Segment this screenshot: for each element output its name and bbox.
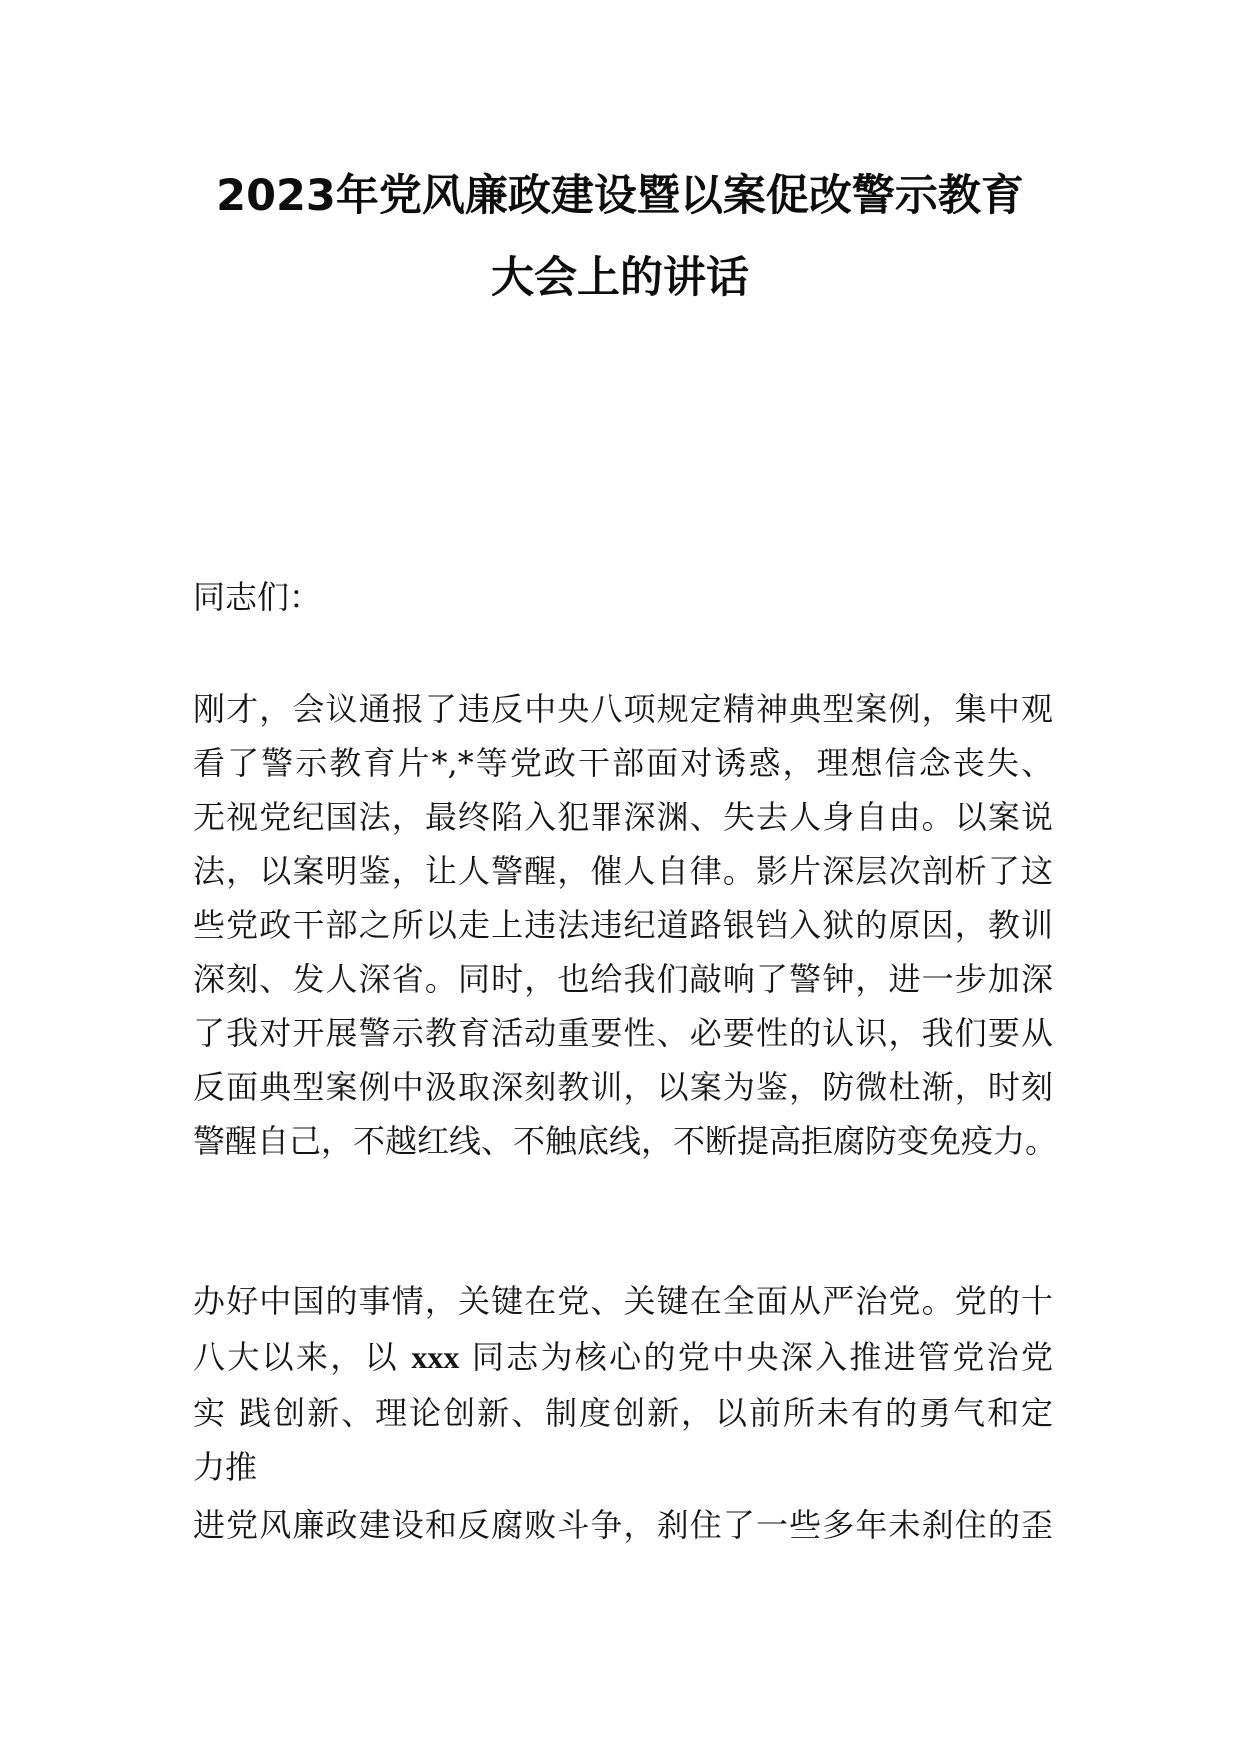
paragraph-1-line: 看了警示教育片*,*等党政干部面对诱惑，理想信念丧失、 bbox=[193, 744, 1053, 782]
paragraph-2-text: 同志为核心的党中央深入推进管党治党 bbox=[459, 1338, 1053, 1376]
paragraph-2-line: 力推 bbox=[193, 1448, 258, 1486]
paragraph-1-line: 些党政干部之所以走上违法违纪道路银铛入狱的原因，教训 bbox=[193, 906, 1053, 944]
paragraph-1-line: 警醒自己，不越红线、不触底线，不断提高拒腐防变免疫力。 bbox=[193, 1122, 1058, 1160]
paragraph-1-line: 反面典型案例中汲取深刻教训，以案为鉴，防微杜渐，时刻 bbox=[193, 1068, 1053, 1106]
paragraph-1-line: 刚才，会议通报了违反中央八项规定精神典型案例，集中观 bbox=[193, 690, 1053, 728]
redacted-name: xxx bbox=[411, 1339, 460, 1375]
paragraph-2-line: 实 践创新、理论创新、制度创新，以前所未有的勇气和定 bbox=[193, 1394, 1053, 1432]
paragraph-2-line: 进党风廉政建设和反腐败斗争，刹住了一些多年未刹住的歪 bbox=[193, 1506, 1053, 1544]
document-title-line-2: 大会上的讲话 bbox=[491, 253, 749, 303]
paragraph-2-line: 办好中国的事情，关键在党、关键在全面从严治党。党的十 bbox=[193, 1282, 1053, 1320]
salutation: 同志们： bbox=[193, 578, 322, 616]
paragraph-2-line-with-name bbox=[193, 1330, 1053, 1384]
paragraph-1-line: 了我对开展警示教育活动重要性、必要性的认识，我们要从 bbox=[193, 1014, 1053, 1052]
paragraph-1-line: 深刻、发人深省。同时，也给我们敲响了警钟，进一步加深 bbox=[193, 960, 1053, 998]
paragraph-1-line: 法，以案明鉴，让人警醒，催人自律。影片深层次剖析了这 bbox=[193, 852, 1053, 890]
document-title-line-1: 2023年党风廉政建设暨以案促改警示教育 bbox=[216, 171, 1024, 221]
paragraph-2-text: 八大以来，以 bbox=[193, 1338, 412, 1376]
paragraph-1-line: 无视党纪国法，最终陷入犯罪深渊、失去人身自由。以案说 bbox=[193, 798, 1053, 836]
